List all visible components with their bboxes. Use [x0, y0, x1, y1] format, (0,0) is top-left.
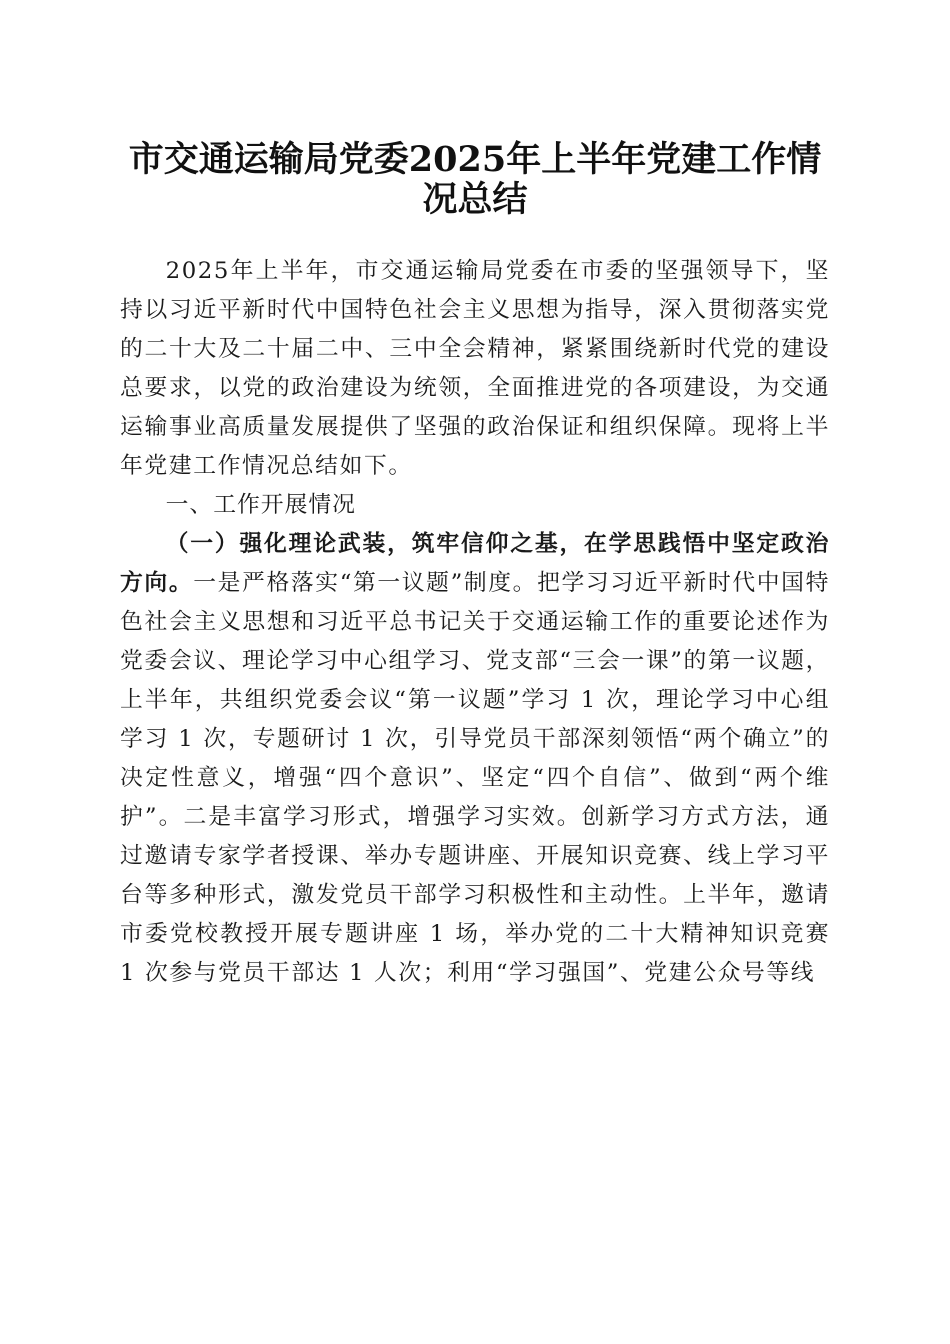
- subsection-heading: （一）强化理论武装，筑牢信仰之基，在学思践悟中坚定政治方向。: [120, 531, 830, 596]
- document-title: 市交通运输局党委2025年上半年党建工作情况总结: [128, 139, 822, 220]
- document-body: [120, 252, 830, 993]
- section-heading: 一、工作开展情况: [165, 492, 356, 518]
- subsection-body: 一是严格落实“第一议题”制度。把学习习近平新时代中国特色社会主义思想和习近平总书记关于交通运输工作的重要论述作为党委会议、理论学习中心组学习、党支部“三会一课”的第一议题，上半年，共组织党委会议“第一议题”学习 1 次，理论学习中心组学习 1 次，专题研讨 1 次，引导党员干部深刻领悟“两个确立”的决定性意义，增强“四个意识”、坚定“四个自信”、做到“两个维护”。二是丰富学习形式，增强学习实效。创新学习方式方法，通过邀请专家学者授课、举办专题讲座、开展知识竞赛、线上学习平台等多种形式，激发党员干部学习积极性和主动性。上半年，邀请市委党校教授开展专题讲座 1 场，举办党的二十大精神知识竞赛 1 次参与党员干部达 1 人次；利用“学习强国”、党建公众号等线: [120, 570, 830, 986]
- intro-paragraph: 2025年上半年，市交通运输局党委在市委的坚强领导下，坚持以习近平新时代中国特色社会主义思想为指导，深入贯彻落实党的二十大及二十届二中、三中全会精神，紧紧围绕新时代党的建设总要求，以党的政治建设为统领，全面推进党的各项建设，为交通运输事业高质量发展提供了坚强的政治保证和组织保障。现将上半年党建工作情况总结如下。: [120, 258, 830, 479]
- subsection-paragraph: [120, 525, 830, 993]
